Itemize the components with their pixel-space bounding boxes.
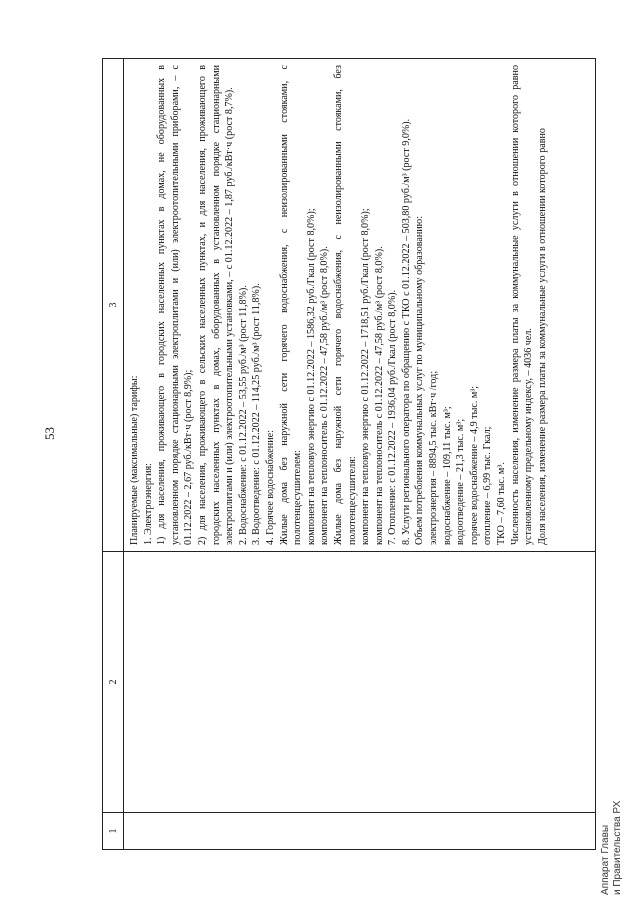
text-line: Планируемые (максимальные) тарифы:	[129, 375, 140, 545]
text-line: 1) для населения, проживающего в городских населенных пунктах в домах, не оборудованных в установленном порядке стационарными электроплитами и (или) электроотопительными приборами, – с 01.12.2022 – 2,67 руб./кВт·ч (рост 8,9%);	[156, 65, 195, 545]
text-line: Численность населения, изменение размера платы за коммунальные услуги в отношении которого равно установленному предельному индексу, – 4036 чел.	[509, 65, 535, 545]
text-line: Жилые дома без наружной сети горячего водоснабжения, с неизолированными стояками, без полотенцесушителя:	[332, 65, 358, 545]
header-col-1: 1	[103, 813, 124, 850]
stamp-line-2: и Правительства РХ	[612, 800, 623, 895]
text-line: водоснабжение – 109,11 тыс. м³;	[441, 406, 453, 545]
text-line: Объем потребления коммунальных услуг по муниципальному образованию:	[414, 215, 426, 545]
header-col-2: 2	[103, 552, 124, 813]
table-body-row	[124, 59, 596, 850]
cell-col-2	[124, 552, 596, 813]
text-line: водоотведение – 21,3 тыс. м³;	[455, 418, 467, 545]
text-line: 8. Услуги регионального оператора по обращению с ТКО с 01.12.2022 – 503,80 руб./м³ (рост 9,0%).	[400, 118, 412, 545]
text-line: Доля населения, изменение размера платы за коммунальные услуги в отношении которого равно	[536, 128, 548, 545]
page-number: 53	[42, 427, 57, 440]
office-stamp	[600, 801, 624, 895]
text-line: Жилые дома без наружной сети горячего водоснабжения, с неизолированными стояками, с полотенцесушителем:	[278, 65, 304, 545]
text-line: горячее водоснабжение – 4,9 тыс. м³;	[468, 385, 480, 545]
text-line: 2. Водоснабжение: с 01.12.2022 – 53,55 руб./м³ (рост 11,8%).	[237, 285, 249, 545]
text-line: отопление – 6,99 тыс. Гкал;	[482, 426, 494, 545]
text-line: 7. Отопление: с 01.12.2022 – 1936,04 руб./Гкал (рост 8,0%).	[387, 289, 399, 545]
text-line: компонент на теплоноситель с 01.12.2022 – 47,58 руб./м³ (рост 8,0%).	[373, 246, 385, 545]
tariff-text	[124, 59, 551, 551]
text-line: 3. Водоотведение: с 01.12.2022 – 114,25 руб./м³ (рост 11,8%).	[251, 283, 263, 545]
text-line: 1. Электроэнергия:	[142, 463, 154, 545]
rotated-table	[102, 58, 596, 850]
tariff-table	[102, 58, 596, 850]
header-col-3: 3	[103, 59, 124, 552]
text-line: компонент на теплоноситель с 01.12.2022 – 47,58 руб./м³ (рост 8,0%).	[319, 246, 331, 545]
table-header-row	[103, 59, 124, 850]
text-line: компонент на тепловую энергию с 01.12.2022 – 1586,32 руб./Гкал (рост 8,0%);	[305, 208, 317, 545]
text-line: 2) для населения, проживающего в сельских населенных пунктах, и для населения, проживающего в городских населенных пунктах в домах, оборудованных в установленном порядке стационарными электроплитами и (или) электроотопительными установками, – с 01.12.2022 – 1,87 руб./кВт·ч (рост 8,7%).	[196, 65, 236, 545]
text-line: 4. Горячее водоснабжение:	[264, 430, 276, 545]
text-line: компонент на тепловую энергию с 01.12.2022 – 1718,51 руб./Гкал (рост 8,0%);	[360, 208, 372, 545]
stamp-line-1: Аппарат Главы	[600, 824, 611, 895]
cell-col-3	[124, 59, 596, 552]
text-line: электроэнергия – 8894,5 тыс. кВт·ч /год;	[428, 370, 440, 545]
cell-col-1	[124, 813, 596, 850]
text-line: ТКО – 7,60 тыс. м³.	[496, 462, 508, 545]
